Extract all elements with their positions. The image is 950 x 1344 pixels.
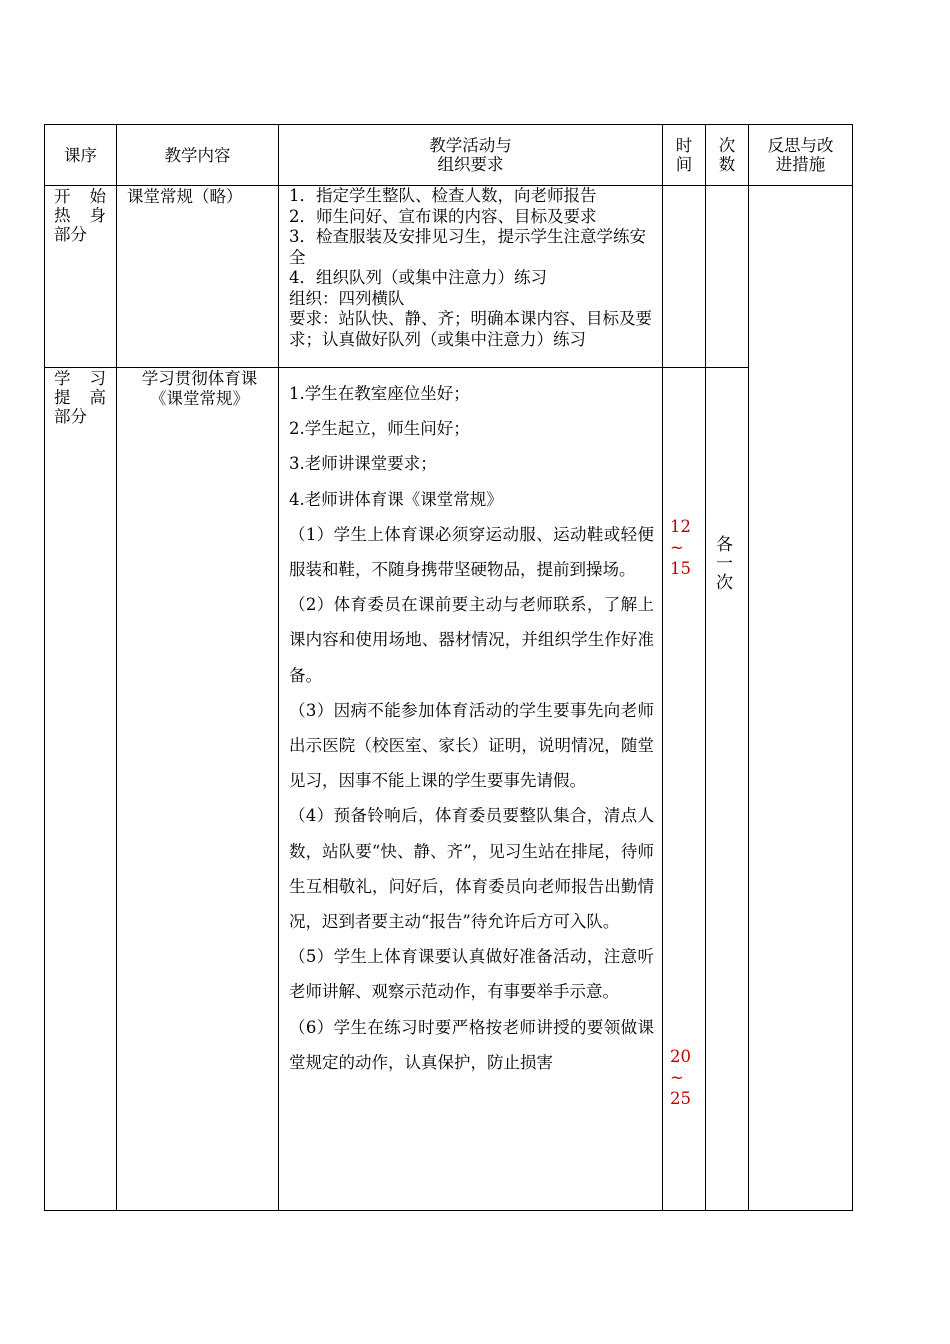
header-lesson-order [45,125,117,186]
activity-item: 3．检查服装及安排见习生，提示学生注意学练安全 [289,227,646,267]
count-study [706,368,749,1211]
section-line: 热 身 [54,206,106,225]
time-range-1 [663,516,691,579]
content-study-line2: 《课堂常规》 [150,389,249,408]
header-activity [279,125,663,186]
content-warmup-text: 课堂常规（略） [127,187,243,206]
header-reflection-line1: 反思与改 [767,136,834,155]
header-count-line1: 次 [718,136,736,155]
section-warmup [45,186,117,368]
content-study-line1: 学习贯彻体育课 [141,369,258,388]
activity-item: （2）体育委员在课前要主动与老师联系，了解上课内容和使用场地、器材情况，并组织学生作好准备。 [289,595,654,685]
header-count-line2: 数 [718,155,736,174]
activities-warmup [279,186,663,368]
time-start: 20 [670,1047,691,1066]
table-row-study [45,368,853,1211]
section-study-label [54,368,106,426]
activity-item: 要求：站队快、静、齐；明确本课内容、目标及要求；认真做好队列（或集中注意力）练习 [289,309,652,349]
time-sep: ~ [670,538,684,557]
header-activity-line2: 组织要求 [437,155,504,174]
header-count [706,125,749,186]
section-line: 部分 [54,407,87,426]
time-end: 25 [670,1089,691,1108]
section-line: 学 习 [54,369,106,388]
header-row [45,125,853,186]
time-end: 15 [670,559,691,578]
header-time-line1: 时 [675,136,693,155]
activity-item: 2．师生问好、宣布课的内容、目标及要求 [289,206,597,226]
header-time [663,125,706,186]
header-content [117,125,279,186]
header-reflection [749,125,853,186]
count-warmup [706,186,749,368]
content-warmup [117,186,279,368]
section-warmup-label [54,186,106,244]
count-char: 一 [716,554,733,574]
section-study [45,368,117,1211]
time-start: 12 [670,517,691,536]
section-line: 开 始 [54,187,106,206]
count-text [706,536,733,593]
activity-item: （6）学生在练习时要严格按老师讲授的要领做课堂规定的动作，认真保护，防止损害 [289,1017,654,1072]
activities-study [279,368,663,1211]
time-study [663,368,706,1211]
count-char: 次 [716,573,733,593]
time-warmup [663,186,706,368]
header-reflection-line2: 进措施 [775,155,826,174]
content-study [117,368,279,1211]
time-range-2 [663,1046,691,1109]
activity-item: （5）学生上体育课要认真做好准备活动，注意听老师讲解、观察示范动作，有事要举手示意。 [289,947,654,1002]
activity-item: 2.学生起立，师生问好； [289,419,470,439]
activity-item: （1）学生上体育课必须穿运动服、运动鞋或轻便服装和鞋，不随身携带坚硬物品，提前到操场。 [289,524,654,580]
activity-item: 4．组织队列（或集中注意力）练习 [289,268,547,287]
activity-item: 1．指定学生整队、检查人数，向老师报告 [289,186,597,205]
count-char: 各 [716,535,733,555]
activity-item: 3.老师讲课堂要求； [289,454,437,474]
lesson-plan-table [44,124,853,1211]
header-content-text: 教学内容 [164,145,231,165]
header-lesson-order-text: 课序 [64,145,97,165]
header-time-line2: 间 [675,155,693,174]
activity-item: （3）因病不能参加体育活动的学生要事先向老师出示医院（校医室、家长）证明，说明情况，随堂见习，因事不能上课的学生要事先请假。 [289,700,654,791]
activities-study-list [279,368,662,1080]
table-row-warmup [45,186,853,368]
activity-item: 组织：四列横队 [289,288,405,308]
activity-item: （4）预备铃响后，体育委员要整队集合，清点人数，站队要“快、静、齐”，见习生站在排尾，待师生互相敬礼，问好后，体育委员向老师报告出勤情况，迟到者要主动“报告”待允许后方可入队。 [289,806,654,932]
time-sep: ~ [670,1068,684,1087]
activity-item: 4.老师讲体育课《课堂常规》 [289,489,503,509]
content-study-text [117,368,278,409]
activities-warmup-list [279,186,662,350]
activity-item: 1.学生在教室座位坐好； [289,384,470,403]
header-activity-line1: 教学活动与 [429,136,512,155]
section-line: 提 高 [54,388,106,407]
section-line: 部分 [54,225,87,244]
reflection-cell [749,186,853,1211]
